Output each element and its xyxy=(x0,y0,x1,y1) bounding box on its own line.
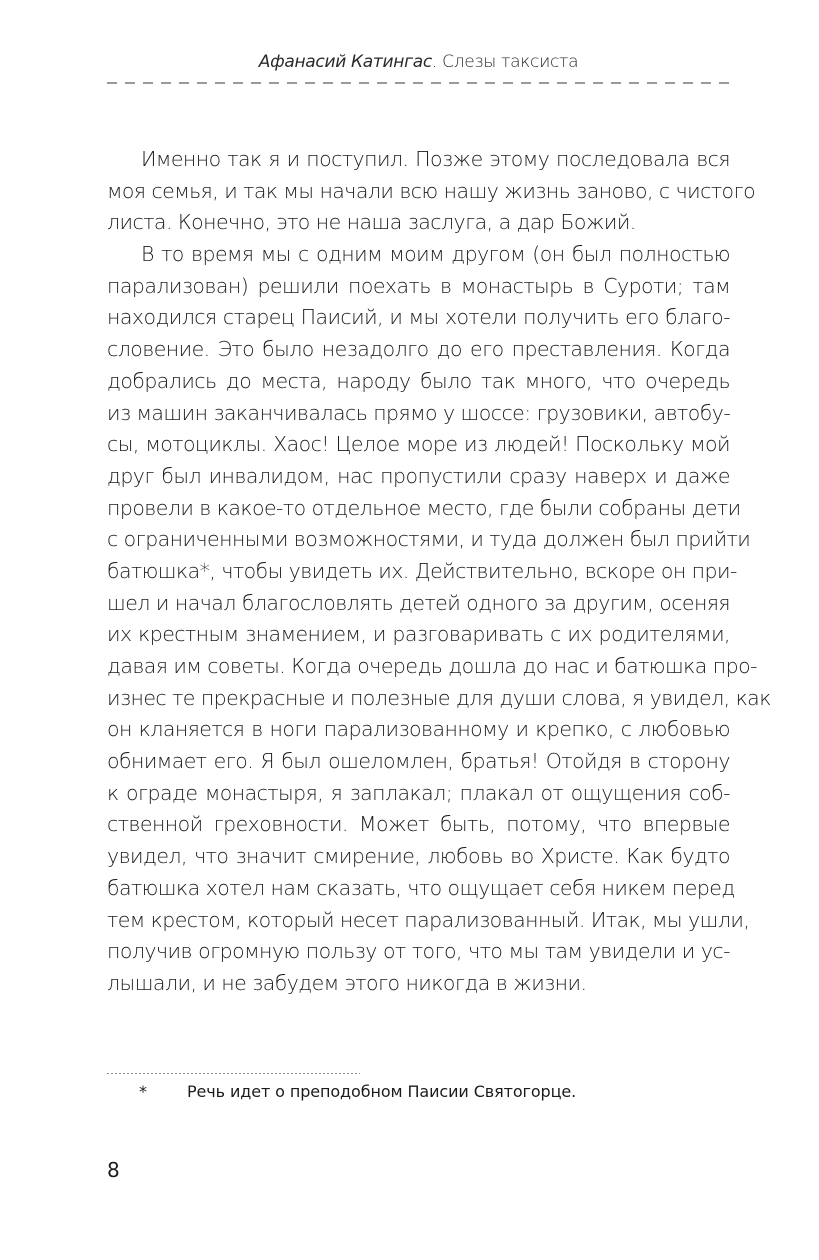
text-line: сы, мотоциклы. Хаос! Целое море из людей! Поскольку мой xyxy=(107,432,730,457)
header-dashed-rule xyxy=(107,82,730,84)
text-line: из машин заканчивалась прямо у шоссе: грузовики, автобу- xyxy=(107,400,731,425)
footnote-separator xyxy=(107,1073,360,1074)
body-text xyxy=(107,144,771,1000)
text-line: тем крестом, который несет парализованный. Итак, мы ушли, xyxy=(107,907,750,932)
text-line: обнимает его. Я был ошеломлен, братья! Отойдя в сторону xyxy=(107,749,730,774)
text-line: к ограде монастыря, я заплакал; плакал от ощущения соб- xyxy=(107,780,730,805)
running-head-title: Слезы таксиста xyxy=(442,52,579,72)
text-line: моя семья, и так мы начали всю нашу жизнь заново, с чистого xyxy=(107,178,756,203)
running-head-separator: . xyxy=(431,52,443,72)
footnote-mark: * xyxy=(139,1082,147,1101)
text-line: ственной греховности. Может быть, потому, что впервые xyxy=(107,812,730,837)
text-line: листа. Конечно, это не наша заслуга, а дар Божий. xyxy=(107,210,636,235)
footnote-text: Речь идет о преподобном Паисии Святогорце. xyxy=(187,1082,577,1101)
text-line: изнес те прекрасные и полезные для души слова, я увидел, как xyxy=(107,685,771,710)
running-head-author: Афанасий Катингас xyxy=(258,52,432,72)
text-line: их крестным знамением, и разговаривать с их родителями, xyxy=(107,622,730,647)
text-line: получив огромную пользу от того, что мы там увидели и ус- xyxy=(107,939,730,964)
text-line: батюшка хотел нам сказать, что ощущает себя никем перед xyxy=(107,875,735,900)
text-line: словение. Это было незадолго до его преставления. Когда xyxy=(107,337,730,362)
text-line: находился старец Паисий, и мы хотели получить его благо- xyxy=(107,305,730,330)
text-line: батюшка*, чтобы увидеть их. Действительно, вскоре он при- xyxy=(107,558,737,583)
text-line: шел и начал благословлять детей одного за другим, осеняя xyxy=(107,590,730,615)
text-line: парализован) решили поехать в монастырь в Суроти; там xyxy=(107,273,730,298)
text-line: В то время мы с одним моим другом (он был полностью xyxy=(141,242,730,267)
page-number: 8 xyxy=(107,1158,120,1182)
text-line: друг был инвалидом, нас пропустили сразу наверх и даже xyxy=(107,463,730,488)
text-line: Именно так я и поступил. Позже этому последовала вся xyxy=(141,147,730,171)
running-head xyxy=(107,52,730,72)
text-line: с ограниченными возможностями, и туда должен был прийти xyxy=(107,527,751,552)
text-line: провели в какое-то отдельное место, где были собраны дети xyxy=(107,495,741,520)
text-line: лышали, и не забудем этого никогда в жизни. xyxy=(107,970,587,995)
text-line: он кланяется в ноги парализованному и крепко, с любовью xyxy=(107,717,730,742)
text-line: добрались до места, народу было так много, что очередь xyxy=(107,368,730,393)
text-line: давая им советы. Когда очередь дошла до нас и батюшка про- xyxy=(107,654,757,678)
text-line: увидел, что значит смирение, любовь во Христе. Как будто xyxy=(107,844,730,869)
